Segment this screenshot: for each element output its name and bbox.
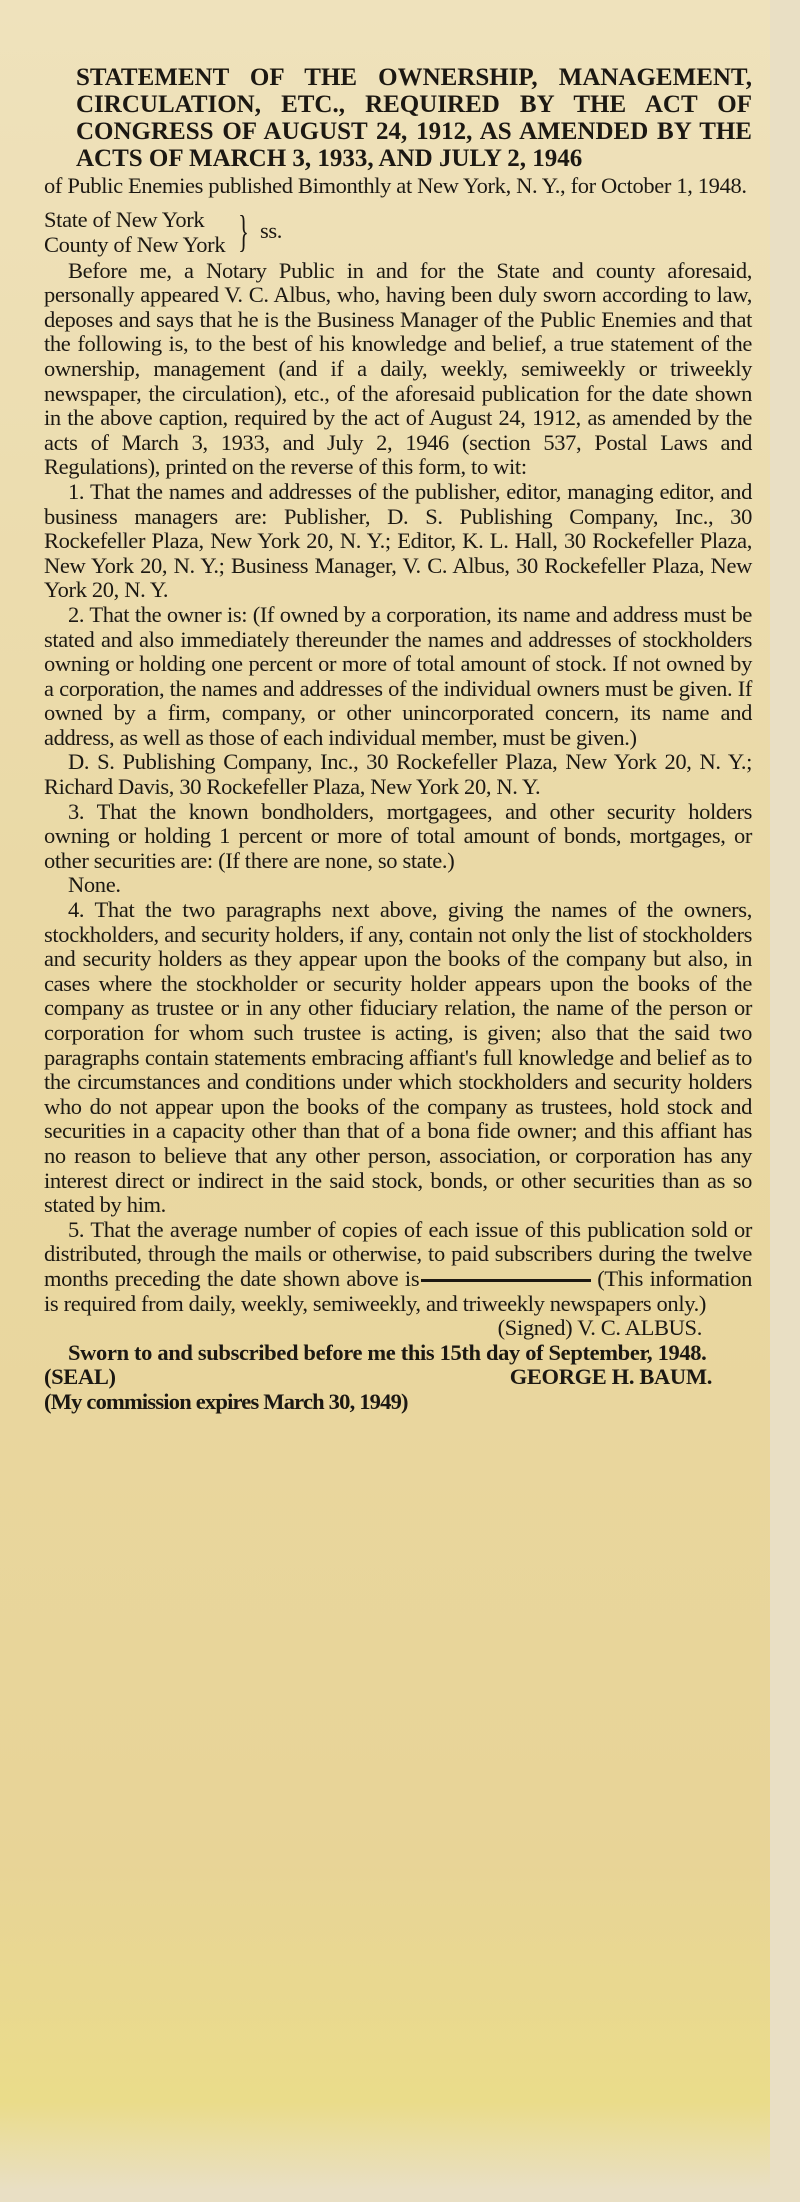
paragraph-5-note: (This information is required from daily, weekly, semiweekly, and triweekly newspapers only.) [44, 1265, 752, 1316]
seal-label: (SEAL) [44, 1364, 116, 1390]
notary-name: GEORGE H. BAUM. [509, 1364, 712, 1390]
venue-block [44, 207, 752, 257]
paragraph-2: 2. That the owner is: (If owned by a corporation, its name and address must be stated and also immediately thereunder the names and addresses of stockholders owning or holding one percent or more of total amount of stock. If not owned by a corporation, the names and addresses of the individual owners must be given. If owned by a firm, company, or other unincorporated concern, its name and address, as well as those of each individual member, must be given.) [44, 601, 752, 750]
paragraph-4: 4. That the two paragraphs next above, giving the names of the owners, stockholders, and security holders, if any, contain not only the list of stockholders and security holders as they appear upon the books of the company but also, in cases where the stockholder or security holder appears upon the books of the company as trustee or in any other fiduciary relation, the name of the person or corporation for whom such trustee is acting, is given; also that the said two paragraphs contain statements embracing affiant's full knowledge and belief as to the circumstances and conditions under which stockholders and security holders who do not appear upon the books of the company as trustees, hold stock and securities in a capacity other than that of a bona fide owner; and this affiant has no reason to believe that any other person, association, or corporation has any interest direct or indirect in the said stock, bonds, or other securities than as so stated by him. [44, 897, 752, 1218]
paragraph-5-text: 5. That the average number of copies of each issue of this publication sold or distributed, through the mails or otherwise, to paid subscribers during the twelve months preceding the date shown above is [44, 1216, 752, 1291]
sworn-statement: Sworn to and subscribed before me this 15th day of September, 1948. [68, 1339, 707, 1365]
paragraph-2-owners: D. S. Publishing Company, Inc., 30 Rockefeller Plaza, New York 20, N. Y.; Richard Davis, 30 Rockefeller Plaza, New York 20, N. Y. [44, 749, 752, 800]
paragraph-1: 1. That the names and addresses of the publisher, editor, managing editor, and business managers are: Publisher, D. S. Publishing Company, Inc., 30 Rockefeller Plaza, New York 20, N. Y.; Editor, K. L. Hall, 30 Rockefeller Plaza, New York 20, N. Y.; Business Manager, V. C. Albus, 30 Rockefeller Plaza, New York 20, N. Y. [44, 478, 752, 603]
seal-row [44, 1365, 752, 1390]
signature-line: (Signed) V. C. ALBUS. [497, 1315, 702, 1341]
statement-title: STATEMENT OF THE OWNERSHIP, MANAGEMENT, CIRCULATION, ETC., REQUIRED BY THE ACT OF CONGRESS OF AUGUST 24, 1912, AS AMENDED BY THE ACTS OF MARCH 3, 1933, AND JULY 2, 1946 [76, 64, 752, 172]
blank-line [421, 1279, 591, 1282]
venue-state: State of New York [44, 206, 205, 232]
paragraph-5 [44, 1218, 752, 1316]
intro-line: of Public Enemies published Bimonthly at New York, N. Y., for October 1, 1948. [44, 173, 747, 198]
paragraph-before-me: Before me, a Notary Public in and for the State and county aforesaid, personally appeared V. C. Albus, who, having been duly sworn according to law, deposes and says that he is the Business Manager of the Public Enemies and that the following is, to the best of his knowledge and belief, a true statement of the ownership, management (and if a daily, weekly, semiweekly or triweekly newspaper, the circulation), etc., of the aforesaid publication for the date shown in the above caption, required by the act of August 24, 1912, as amended by the acts of March 3, 1933, and July 2, 1946 (section 537, Postal Laws and Regulations), printed on the reverse of this form, to wit: [44, 257, 752, 480]
paragraph-3-answer: None. [68, 872, 121, 898]
venue-ss: ss. [260, 218, 283, 244]
statement-column [44, 64, 752, 1415]
venue-county: County of New York [44, 231, 226, 257]
brace-mark: } [238, 206, 249, 256]
paragraph-3: 3. That the known bondholders, mortgagees, and other security holders owning or holding 1 percent or more of total amount of bonds, mortgages, or other securities are: (If there are none, so state.) [44, 798, 752, 873]
commission-expiry: (My commission expires March 30, 1949) [44, 1388, 408, 1414]
